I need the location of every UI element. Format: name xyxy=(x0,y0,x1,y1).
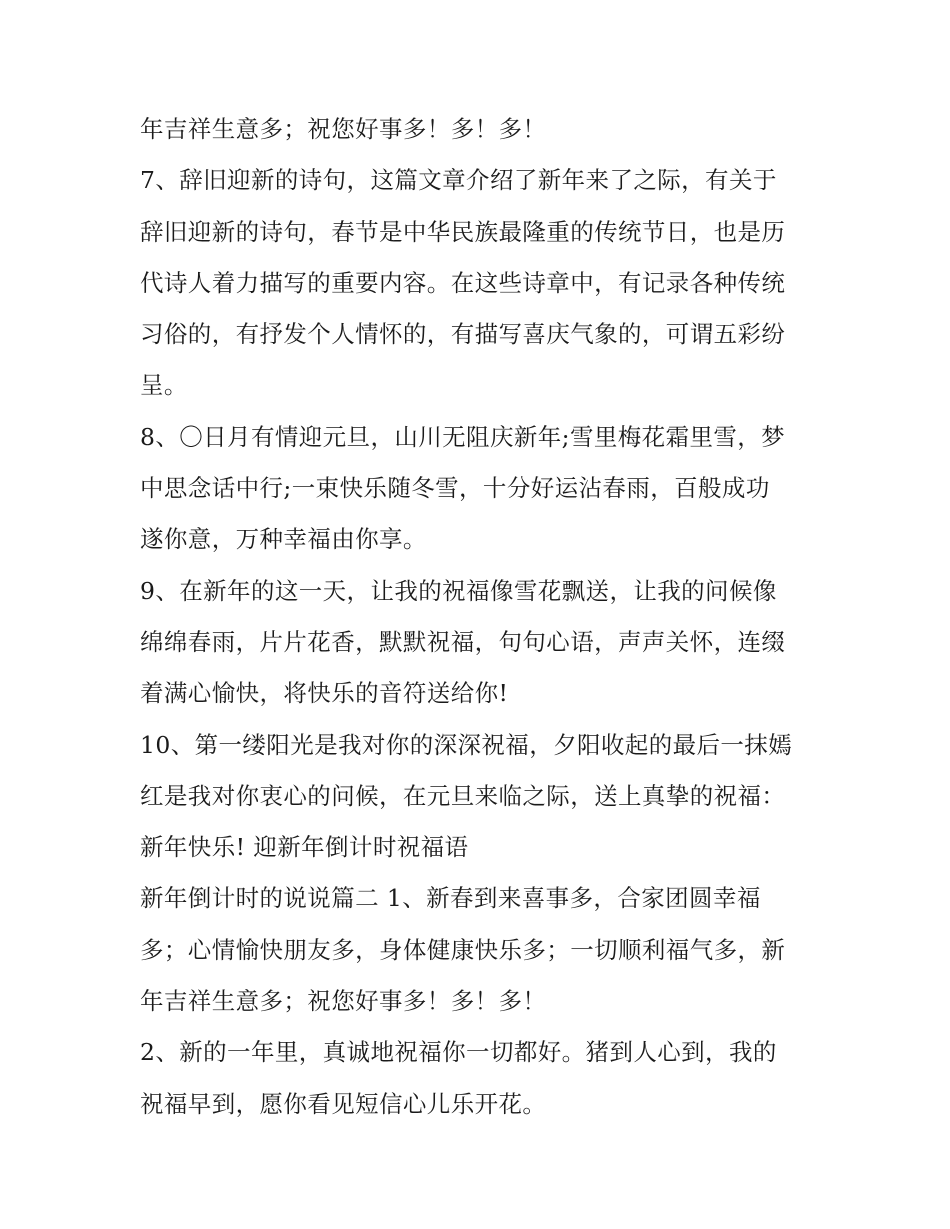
text-line: 呈。 xyxy=(140,371,188,400)
text-line: 习俗的，有抒发个人情怀的，有描写喜庆气象的，可谓五彩纷 xyxy=(140,320,786,349)
document-body xyxy=(140,104,820,1130)
text-line: 着满心愉快，将快乐的音符送给你! xyxy=(140,679,509,708)
text-line: 8、〇日月有情迎元旦，山川无阻庆新年;雪里梅花霜里雪，梦 xyxy=(140,422,786,451)
text-line: 遂你意，万种幸福由你享。 xyxy=(140,525,427,554)
text-line: 多；心情愉快朋友多，身体健康快乐多；一切顺利福气多，新 xyxy=(140,935,786,964)
text-line: 年吉祥生意多；祝您好事多！多！多！ xyxy=(140,987,547,1016)
text-line: 中思念话中行;一束快乐随冬雪，十分好运沾春雨，百般成功 xyxy=(140,474,770,503)
text-line: 新年快乐! 迎新年倒计时祝福语 xyxy=(140,833,469,862)
text-line: 10、第一缕阳光是我对你的深深祝福，夕阳收起的最后一抹嫣 xyxy=(140,730,793,759)
text-line: 2、新的一年里，真诚地祝福你一切都好。猪到人心到，我的 xyxy=(140,1038,777,1067)
text-line: 代诗人着力描写的重要内容。在这些诗章中，有记录各种传统 xyxy=(140,268,786,297)
text-line: 辞旧迎新的诗句，春节是中华民族最隆重的传统节日，也是历 xyxy=(140,217,786,246)
text-line: 新年倒计时的说说篇二 1、新春到来喜事多，合家团圆幸福 xyxy=(140,884,761,913)
text-line: 9、在新年的这一天，让我的祝福像雪花飘送，让我的问候像 xyxy=(140,576,777,605)
text-line: 年吉祥生意多；祝您好事多！多！多！ xyxy=(140,115,547,143)
text-line: 红是我对你衷心的问候，在元旦来临之际，送上真挚的祝福： xyxy=(140,781,786,810)
text-line: 祝福早到，愿你看见短信心儿乐开花。 xyxy=(140,1089,547,1118)
text-line: 7、辞旧迎新的诗句，这篇文章介绍了新年来了之际，有关于 xyxy=(140,166,777,195)
text-line: 绵绵春雨，片片花香，默默祝福，句句心语，声声关怀，连缀 xyxy=(140,627,786,656)
